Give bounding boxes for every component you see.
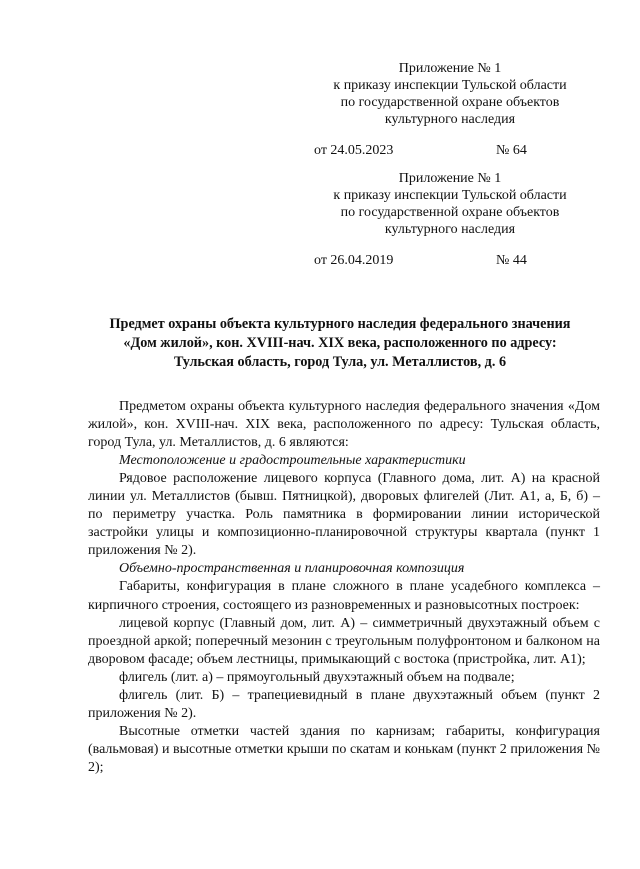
heading-line: Предмет охраны объекта культурного наследия федерального значения <box>109 316 571 332</box>
appendix-block-current <box>300 60 600 159</box>
main-building-paragraph: лицевой корпус (Главный дом, лит. А) – симметричный двухэтажный объем с проездной аркой; поперечный мезонин с треугольным полуфронтоном и балконом на дворовом фасаде; объем лестницы, примыкающий с востока (пристройка, лит. А1); <box>88 615 600 667</box>
order-date-row <box>300 142 600 159</box>
composition-paragraph: Габариты, конфигурация в плане сложного в плане усадебного комплекса – кирпичного строения, состоящего из разновременных и разновысотных построек: <box>88 579 600 613</box>
document-body <box>88 398 600 777</box>
heights-paragraph: Высотные отметки частей здания по карнизам; габариты, конфигурация (вальмовая) и высотные отметки крыши по скатам и конькам (пункт 2 приложения № 2); <box>88 723 600 775</box>
location-paragraph: Рядовое расположение лицевого корпуса (Главного дома, лит. А) на красной линии ул. Металлистов (бывш. Пятницкой), дворовых флигелей (Лит. А1, а, Б, б) – по периметру участка. Роль памятника в формировании линии исторической застройки улицы и композиционно-планировочной структуры квартала (пункт 1 приложения № 2). <box>88 471 600 559</box>
order-date: от 26.04.2019 <box>314 253 394 268</box>
appendix-line: к приказу инспекции Тульской области <box>333 78 567 93</box>
appendix-line: по государственной охране объектов <box>340 95 560 110</box>
document-heading <box>60 315 620 372</box>
intro-paragraph: Предметом охраны объекта культурного наследия федерального значения «Дом жилой», кон. XVIII-нач. XIX века, расположенного по адресу: Тульская область, город Тула, ул. Металлистов, д. 6 являются: <box>88 399 600 451</box>
appendix-line: культурного наследия <box>384 112 516 127</box>
order-number: № 44 <box>496 253 527 268</box>
wing-a-paragraph: флигель (лит. а) – прямоугольный двухэтажный объем на подвале; <box>119 669 515 685</box>
appendix-title: Приложение № 1 <box>398 171 502 186</box>
appendix-title: Приложение № 1 <box>398 61 502 76</box>
wing-b-paragraph: флигель (лит. Б) – трапециевидный в плане двухэтажный объем (пункт 2 приложения № 2). <box>88 687 600 721</box>
section-title-composition: Объемно-пространственная и планировочная композиция <box>119 561 465 577</box>
heading-line: Тульская область, город Тула, ул. Металлистов, д. 6 <box>173 354 507 370</box>
order-date: от 24.05.2023 <box>314 143 394 158</box>
appendix-line: по государственной охране объектов <box>340 205 560 220</box>
appendix-line: культурного наследия <box>384 222 516 237</box>
appendix-block-original <box>300 170 600 269</box>
heading-line: «Дом жилой», кон. XVIII-нач. XIX века, расположенного по адресу: <box>123 335 557 351</box>
appendix-line: к приказу инспекции Тульской области <box>333 188 567 203</box>
order-date-row <box>300 252 600 269</box>
section-title-location: Местоположение и градостроительные характеристики <box>119 453 466 469</box>
order-number: № 64 <box>496 143 527 158</box>
